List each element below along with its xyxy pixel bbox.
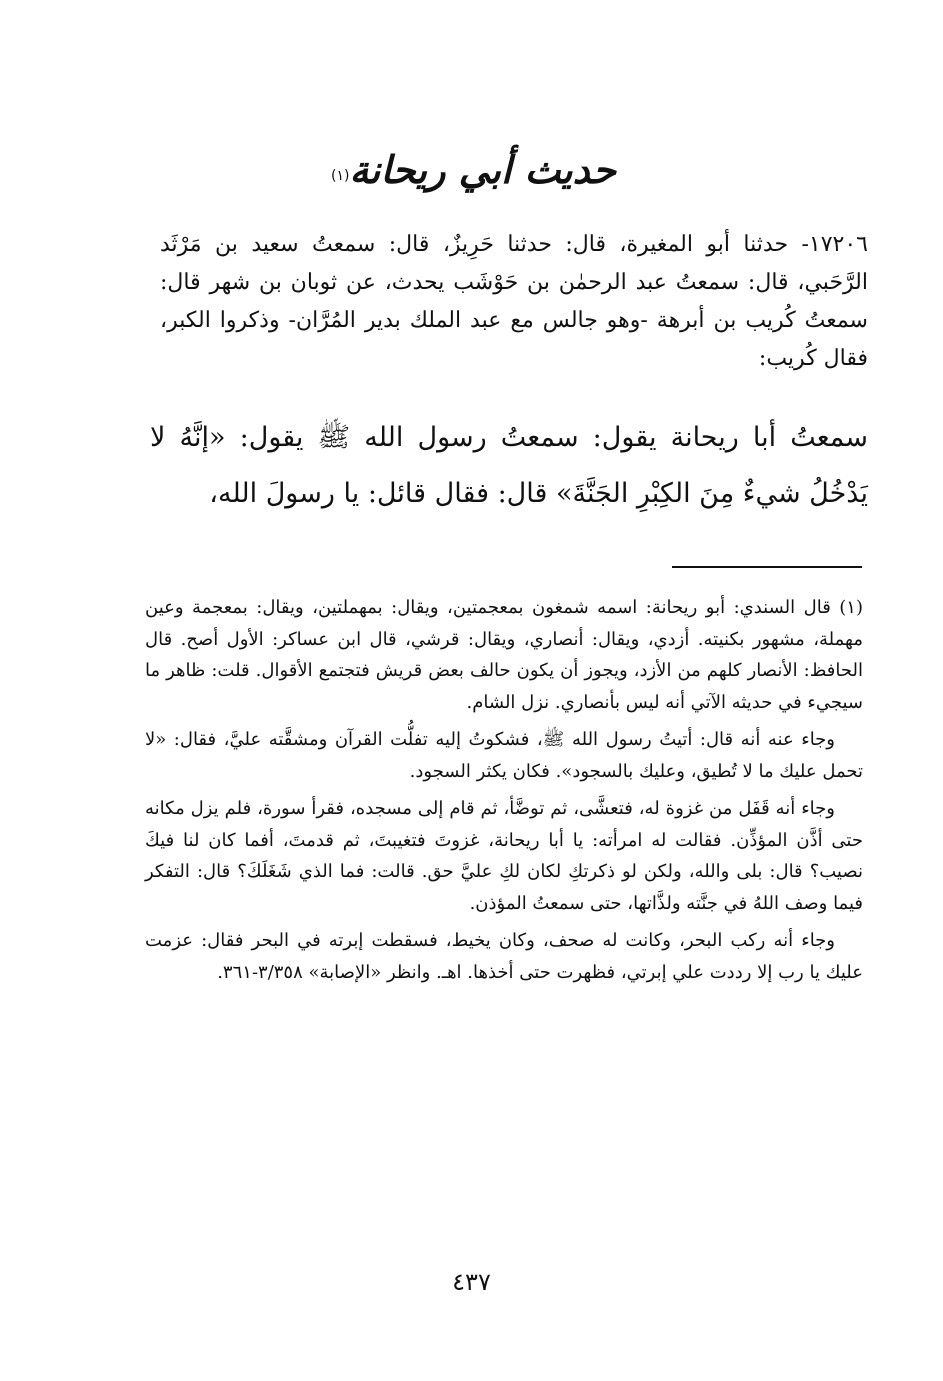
footnotes — [145, 592, 863, 994]
footnote-paragraph: وجاء عنه أنه قال: أتيتُ رسول الله ﷺ، فشكوتُ إليه تفلُّت القرآن ومشقَّته عليَّ، فقال: «لا تحمل عليك ما لا تُطيق، وعليك بالسجود». فكان يكثر السجود. — [145, 729, 863, 782]
matn-text: سمعتُ أبا ريحانة يقول: سمعتُ رسول الله ﷺ يقول: «إنَّهُ لا يَدْخُلُ شيءٌ مِنَ الكِبْرِ الجَنَّةَ» قال: فقال قائل: يا رسولَ الله، — [150, 422, 868, 509]
footnote-separator — [672, 566, 862, 568]
chapter-title — [0, 140, 943, 200]
isnad-text: ١٧٢٠٦- حدثنا أبو المغيرة، قال: حدثنا حَرِيزٌ، قال: سمعتُ سعيد بن مَرْثَد الرَّحَبي، قال: سمعتُ عبد الرحمٰن بن حَوْشَب يحدث، عن ثوبان بن شهر قال: سمعتُ كُريب بن أبرهة -وهو جالس مع عبد الملك بدير المُرَّان- وذكروا الكبر، فقال كُريب: — [160, 232, 868, 371]
page-number: ٤٣٧ — [452, 1268, 491, 1296]
chapter-title-text: حديث أبي ريحانة — [349, 148, 617, 192]
footnote-paragraph: وجاء أنه قَفَل من غزوة له، فتعشَّى، ثم توضَّأ، ثم قام إلى مسجده، فقرأ سورة، فلم يزل مكانه حتى أذَّن المؤذِّن. فقالت له امرأته: يا أبا ريحانة، غزوتَ فتغيبتَ، ثم قدمتَ، أفما كان لنا فيكَ نصيب؟ قال: بلى والله، ولكن لو ذكرتكِ لكان لكِ عليَّ حق. قالت: فما الذي شَغَلَكَ؟ قال: التفكر فيما وصف اللهُ في جنَّته ولذَّاتها، حتى سمعتُ المؤذن. — [145, 798, 863, 914]
hadith-isnad — [160, 226, 868, 378]
footnote-paragraph: (١) قال السندي: أبو ريحانة: اسمه شمغون بمعجمتين، ويقال: بمهملتين، ويقال: بمعجمة وعين مهملة، مشهور بكنيته. أزدي، ويقال: أنصاري، ويقال: قرشي، قال ابن عساكر: الأول أصح. قال الحافظ: الأنصار كلهم من الأزد، ويجوز أن يكون حالف بعض قريش فتجتمع الأقوال. قلت: ظاهر ما سيجيء في حديثه الآتي أنه ليس بأنصاري. نزل الشام. — [145, 597, 863, 713]
hadith-matn — [150, 410, 868, 522]
footnote-paragraph: وجاء أنه ركب البحر، وكانت له صحف، وكان يخيط، فسقطت إبرته في البحر فقال: عزمت عليك يا رب إلا رددت علي إبرتي، فظهرت حتى أخذها. اهـ. وانظر «الإصابة» ٣/٣٥٨-٣٦١. — [145, 930, 863, 983]
title-footnote-ref[interactable]: (١) — [330, 168, 350, 184]
